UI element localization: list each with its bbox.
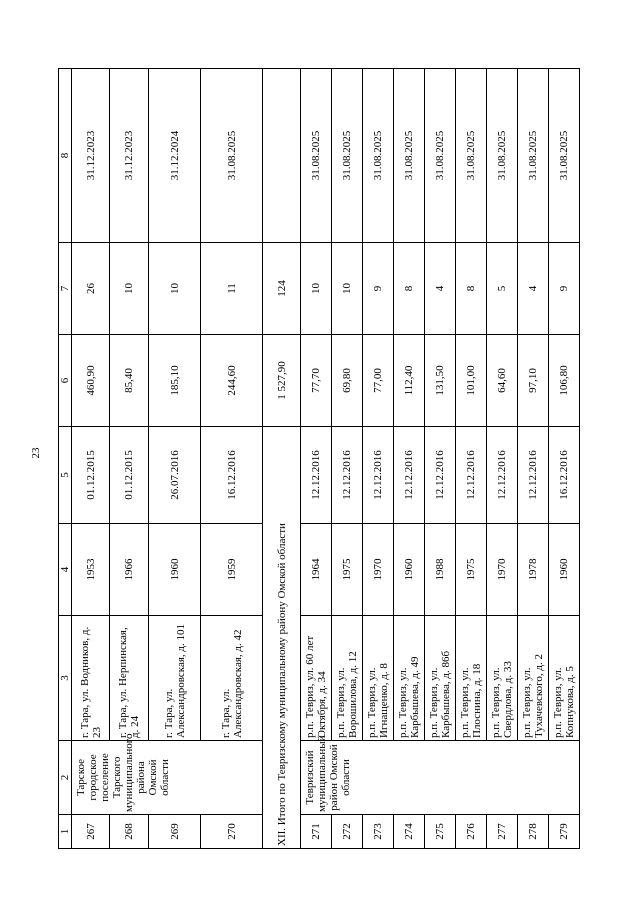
deadline-cell: 31.08.2025 — [332, 69, 363, 243]
address-cell: р.п. Тевриз, ул. Карбышева, д. 86б — [425, 616, 456, 741]
table-row — [110, 69, 149, 849]
address-cell: р.п. Тевриз, ул. Ворошилова, д. 12 — [332, 616, 363, 741]
area-cell: 185,10 — [149, 335, 201, 427]
area-cell: 69,80 — [332, 335, 363, 427]
column-header: 1 — [59, 815, 72, 849]
subtotal-empty — [263, 69, 301, 243]
deadline-cell: 31.12.2023 — [110, 69, 149, 243]
table-row — [332, 69, 363, 849]
address-cell: р.п. Тевриз, ул. 60 лет Октября, д. 34 — [301, 616, 332, 741]
address-cell: р.п. Тевриз, ул. Копнукова, д. 5 — [549, 616, 580, 741]
people-cell: 10 — [332, 243, 363, 335]
column-header: 5 — [59, 427, 72, 524]
year-cell: 1960 — [394, 524, 425, 616]
deadline-cell: 31.08.2025 — [549, 69, 580, 243]
date-cell: 12.12.2016 — [332, 427, 363, 524]
address-cell: р.п. Тевриз, ул. Тухачевского, д. 2 — [518, 616, 549, 741]
row-number: 271 — [301, 815, 332, 849]
date-cell: 12.12.2016 — [301, 427, 332, 524]
date-cell: 12.12.2016 — [518, 427, 549, 524]
row-number: 269 — [149, 815, 201, 849]
rotated-table-container — [58, 69, 574, 849]
people-cell: 10 — [149, 243, 201, 335]
district-name: Тевризский муниципальный район Омской области — [301, 741, 580, 815]
column-header: 2 — [59, 741, 72, 815]
row-number: 272 — [332, 815, 363, 849]
address-cell: г. Тара, ул. Александровская, д. 42 — [201, 616, 263, 741]
date-cell: 16.12.2016 — [201, 427, 263, 524]
deadline-cell: 31.08.2025 — [456, 69, 487, 243]
subtotal-label: XII. Итого по Тевризскому муниципальному району Омской области — [263, 427, 301, 849]
table-row — [201, 69, 263, 849]
area-cell: 77,70 — [301, 335, 332, 427]
people-cell: 11 — [201, 243, 263, 335]
area-cell: 64,60 — [487, 335, 518, 427]
table-row — [456, 69, 487, 849]
area-cell: 106,80 — [549, 335, 580, 427]
year-cell: 1970 — [363, 524, 394, 616]
year-cell: 1960 — [149, 524, 201, 616]
deadline-cell: 31.08.2025 — [487, 69, 518, 243]
date-cell: 12.12.2016 — [394, 427, 425, 524]
row-number: 278 — [518, 815, 549, 849]
deadline-cell: 31.12.2023 — [72, 69, 110, 243]
date-cell: 01.12.2015 — [110, 427, 149, 524]
row-number: 267 — [72, 815, 110, 849]
date-cell: 01.12.2015 — [72, 427, 110, 524]
row-number: 275 — [425, 815, 456, 849]
year-cell: 1970 — [487, 524, 518, 616]
deadline-cell: 31.12.2024 — [149, 69, 201, 243]
address-cell: р.п. Тевриз, ул. Свердлова, д. 33 — [487, 616, 518, 741]
area-cell: 131,50 — [425, 335, 456, 427]
year-cell: 1966 — [110, 524, 149, 616]
address-cell: р.п. Тевриз, ул. Плоснина, д. 18 — [456, 616, 487, 741]
people-cell: 8 — [456, 243, 487, 335]
table-row — [394, 69, 425, 849]
area-cell: 460,90 — [72, 335, 110, 427]
settlement-name: Тарское городское поселение Тарского муниципального района Омской области — [72, 741, 263, 815]
column-header: 8 — [59, 69, 72, 243]
table-row — [363, 69, 394, 849]
table-row — [549, 69, 580, 849]
table-row — [301, 69, 332, 849]
deadline-cell: 31.08.2025 — [301, 69, 332, 243]
table-row — [487, 69, 518, 849]
date-cell: 12.12.2016 — [425, 427, 456, 524]
area-cell: 97,10 — [518, 335, 549, 427]
area-cell: 77,00 — [363, 335, 394, 427]
people-cell: 4 — [518, 243, 549, 335]
year-cell: 1975 — [456, 524, 487, 616]
date-cell: 12.12.2016 — [363, 427, 394, 524]
deadline-cell: 31.08.2025 — [518, 69, 549, 243]
year-cell: 1988 — [425, 524, 456, 616]
table-row — [425, 69, 456, 849]
year-cell: 1953 — [72, 524, 110, 616]
table-row — [72, 69, 110, 849]
row-number: 273 — [363, 815, 394, 849]
area-cell: 101,00 — [456, 335, 487, 427]
year-cell: 1964 — [301, 524, 332, 616]
row-number: 274 — [394, 815, 425, 849]
people-cell: 5 — [487, 243, 518, 335]
people-cell: 9 — [363, 243, 394, 335]
year-cell: 1975 — [332, 524, 363, 616]
year-cell: 1959 — [201, 524, 263, 616]
table-row — [518, 69, 549, 849]
header-row — [59, 69, 72, 849]
date-cell: 12.12.2016 — [456, 427, 487, 524]
people-cell: 10 — [301, 243, 332, 335]
row-number: 270 — [201, 815, 263, 849]
subtotal-area: 1 527,90 — [263, 335, 301, 427]
address-cell: р.п. Тевриз, ул. Игнащенко, д. 8 — [363, 616, 394, 741]
people-cell: 9 — [549, 243, 580, 335]
column-header: 6 — [59, 335, 72, 427]
subtotal-people: 124 — [263, 243, 301, 335]
deadline-cell: 31.08.2025 — [425, 69, 456, 243]
area-cell: 85,40 — [110, 335, 149, 427]
people-cell: 8 — [394, 243, 425, 335]
row-number: 276 — [456, 815, 487, 849]
people-cell: 10 — [110, 243, 149, 335]
subtotal-row — [263, 69, 301, 849]
deadline-cell: 31.08.2025 — [201, 69, 263, 243]
date-cell: 26.07.2016 — [149, 427, 201, 524]
column-header: 4 — [59, 524, 72, 616]
year-cell: 1978 — [518, 524, 549, 616]
row-number: 279 — [549, 815, 580, 849]
table-row — [149, 69, 201, 849]
row-number: 268 — [110, 815, 149, 849]
date-cell: 12.12.2016 — [487, 427, 518, 524]
page-number: 23 — [30, 447, 42, 459]
address-cell: г. Тара, ул. Нерпинская, д. 24 — [110, 616, 149, 741]
address-cell: г. Тара, ул. Водников, д. 23 — [72, 616, 110, 741]
deadline-cell: 31.08.2025 — [394, 69, 425, 243]
address-cell: г. Тара, ул. Александровская, д. 101 — [149, 616, 201, 741]
area-cell: 112,40 — [394, 335, 425, 427]
column-header: 7 — [59, 243, 72, 335]
column-header: 3 — [59, 616, 72, 741]
people-cell: 26 — [72, 243, 110, 335]
year-cell: 1960 — [549, 524, 580, 616]
date-cell: 16.12.2016 — [549, 427, 580, 524]
area-cell: 244,60 — [201, 335, 263, 427]
deadline-cell: 31.08.2025 — [363, 69, 394, 243]
row-number: 277 — [487, 815, 518, 849]
address-cell: р.п. Тевриз, ул. Карбышева, д. 49 — [394, 616, 425, 741]
people-cell: 4 — [425, 243, 456, 335]
housing-table — [58, 68, 580, 849]
